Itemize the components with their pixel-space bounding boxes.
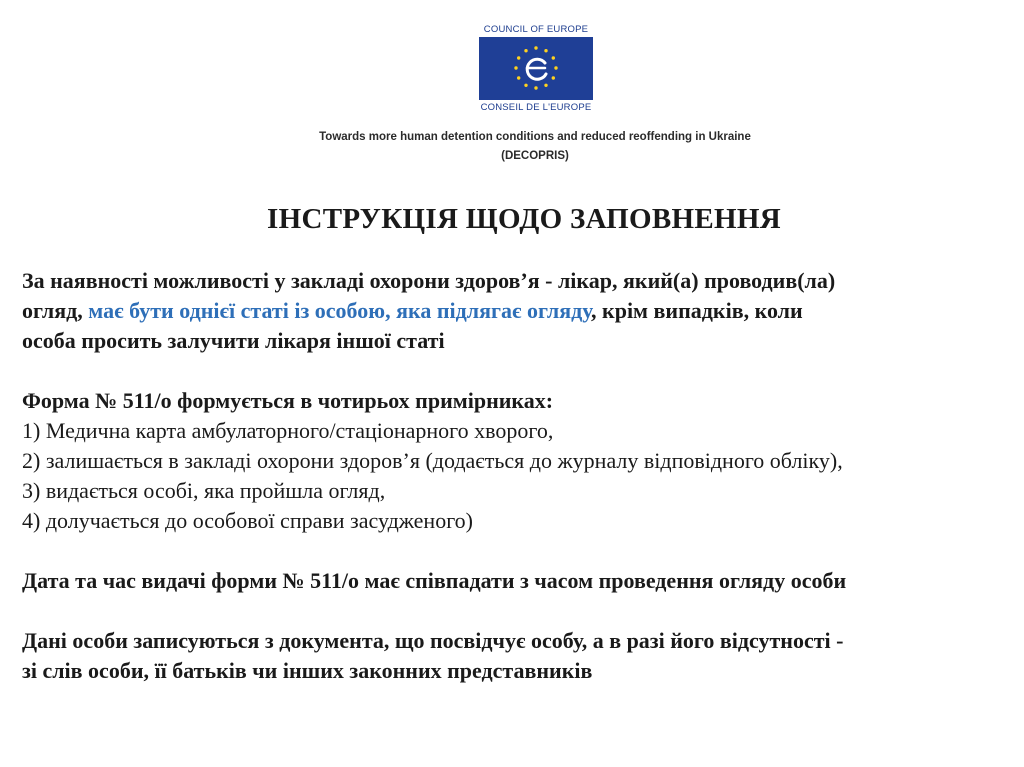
para1-line1: За наявності можливості у закладі охорони здоров’я - лікар, який(а) проводив(ла) [22, 268, 836, 293]
form-item: 2) залишається в закладі охорони здоров’я (додається до журналу відповідного обліку), [22, 448, 843, 473]
logo-emblem [479, 37, 593, 100]
form-heading: Форма № 511/о формується в чотирьох примірниках: [22, 388, 554, 413]
project-acronym: (DECOPRIS) [501, 150, 569, 162]
spacer [22, 536, 1012, 566]
stars-circle-icon [479, 37, 593, 100]
spacer [22, 596, 1012, 626]
logo-bottom-text: CONSEIL DE L'EUROPE [480, 102, 592, 113]
form-item: 1) Медична карта амбулаторного/стаціонарного хворого, [22, 418, 554, 443]
issue-date-note: Дата та час видачі форми № 511/о має співпадати з часом проведення огляду особи [22, 568, 847, 593]
council-of-europe-logo [477, 24, 595, 112]
personal-data-line2: зі слів особи, її батьків чи інших законних представників [22, 658, 593, 683]
instructions-body [22, 266, 1012, 686]
logo-top-text: COUNCIL OF EUROPE [483, 24, 589, 35]
para1-line2: огляд, має бути однієї статі із особою, яка підлягає огляду, крім випадків, коли [22, 298, 803, 323]
spacer [22, 356, 1012, 386]
highlighted-requirement: має бути однієї статі із особою, яка підлягає огляду [88, 298, 592, 323]
project-title: Towards more human detention conditions and reduced reoffending in Ukraine [319, 131, 751, 143]
form-item: 3) видається особі, яка пройшла огляд, [22, 478, 386, 503]
para1-line3: особа просить залучити лікаря іншої статі [22, 328, 445, 353]
personal-data-line1: Дані особи записуються з документа, що посвідчує особу, а в разі його відсутності - [22, 628, 844, 653]
form-item: 4) долучається до особової справи засудженого) [22, 508, 474, 533]
page-title: ІНСТРУКЦІЯ ЩОДО ЗАПОВНЕННЯ [267, 203, 781, 235]
